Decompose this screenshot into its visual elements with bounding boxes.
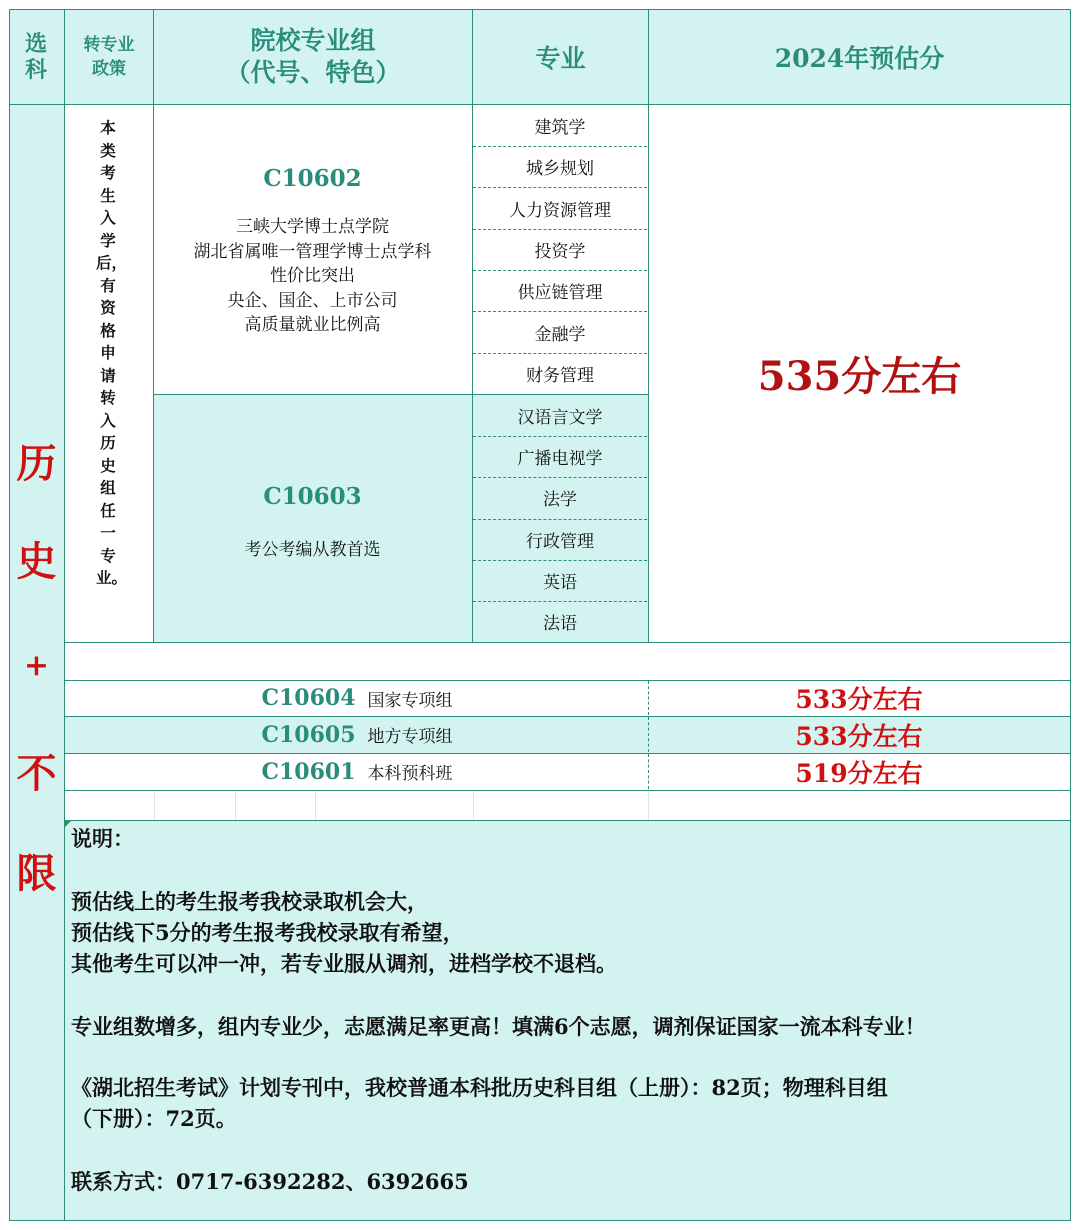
- notes-paragraph-1: [71, 886, 617, 979]
- group-features: [154, 215, 471, 338]
- major-item: 法学: [543, 490, 577, 510]
- feature-line: 央企、国企、上市公司: [227, 290, 398, 311]
- header-policy-text: 转专业政策: [83, 35, 135, 79]
- major-item: 广播电视学: [517, 449, 603, 469]
- subject-char-4: 不: [16, 749, 57, 797]
- special-group-label: [65, 717, 649, 752]
- header-group-line1: 院校专业组: [250, 26, 376, 55]
- major-item: 供应链管理: [517, 283, 603, 303]
- special-row: [64, 680, 1071, 717]
- subject-column: [9, 104, 65, 1221]
- group-c10602-cell: [153, 104, 473, 395]
- notes-line: 预估线上的考生报考我校录取机会大，: [71, 889, 428, 914]
- major-divider: [473, 146, 647, 147]
- group-c10603-cell: [153, 394, 473, 643]
- header-major-text: 专业: [535, 44, 586, 73]
- major-divider: [473, 601, 647, 602]
- feature-line: 性价比突出: [270, 266, 355, 286]
- notes-title: 说明：: [71, 826, 134, 851]
- major-item: 财务管理: [526, 366, 594, 386]
- major-item: 城乡规划: [526, 159, 594, 179]
- special-group-name: 地方专项组: [367, 727, 453, 747]
- group-code: C10603: [263, 483, 362, 510]
- feature-line: 高质量就业比例高: [244, 315, 381, 335]
- notes-paragraph-2: 专业组数增多，组内专业少，志愿满足率更高！填满6个志愿，调剂保证国家一流本科专业！: [71, 1014, 926, 1039]
- special-group-code: C10604: [261, 685, 356, 711]
- major-divider: [473, 353, 647, 354]
- major-item: 行政管理: [526, 532, 594, 552]
- header-score-text: 2024年预估分: [774, 44, 945, 73]
- header-group: [153, 9, 473, 105]
- main-score: 535分左右: [757, 353, 962, 400]
- notes-line: 其他考生可以冲一冲，若专业服从调剂，进档学校不退档。: [71, 951, 617, 976]
- major-divider: [473, 519, 647, 520]
- major-item: 金融学: [534, 325, 586, 345]
- header-policy: [64, 9, 154, 105]
- special-group-code: C10601: [261, 758, 356, 785]
- main-score-cell: [648, 104, 1071, 643]
- special-group-score: 519分左右: [795, 758, 923, 788]
- notes-section: [64, 820, 1071, 1221]
- special-group-score: 533分左右: [795, 721, 923, 751]
- special-row: [64, 753, 1071, 791]
- special-group-name: 国家专项组: [367, 690, 453, 711]
- special-group-score: 533分左右: [795, 685, 923, 714]
- notes-line: （下册）：72页。: [71, 1106, 237, 1131]
- policy-cell: [64, 104, 154, 643]
- special-row: [64, 716, 1071, 754]
- major-item: 人力资源管理: [509, 201, 611, 221]
- header-score: [648, 9, 1071, 105]
- feature-line: 考公考编从教首选: [244, 540, 381, 560]
- special-group-label: [65, 681, 649, 715]
- major-divider: [473, 311, 647, 312]
- major-item: 投资学: [534, 242, 586, 262]
- major-item: 英语: [543, 573, 577, 593]
- empty-grid-row: [64, 790, 1071, 821]
- major-divider: [473, 477, 647, 478]
- major-divider: [473, 270, 647, 271]
- major-divider: [473, 560, 647, 561]
- policy-text: 本类考生入学后，有资格申请转入历史组任一专业。: [96, 118, 128, 587]
- subject-char-2: 史: [16, 537, 57, 585]
- subject-char-3: +: [23, 647, 50, 683]
- major-divider: [473, 187, 647, 188]
- notes-line: 预估线下5分的考生报考我校录取有希望，: [71, 920, 464, 945]
- notes-paragraph-3: [71, 1072, 888, 1134]
- subject-char-5: 限: [16, 849, 57, 897]
- group-code: C10602: [263, 165, 362, 192]
- feature-line: 三峡大学博士点学院: [236, 217, 389, 237]
- header-group-line2: （代号、特色）: [225, 58, 401, 87]
- special-group-name: 本科预科班: [367, 764, 453, 784]
- feature-line: 湖北省属唯一管理学博士点学科: [193, 241, 432, 262]
- notes-contact: 联系方式：0717-6392282、6392665: [71, 1169, 469, 1194]
- notes-line: 《湖北招生考试》计划专刊中，我校普通本科批历史科目组（上册）：82页；物理科目组: [71, 1075, 888, 1100]
- major-item: 汉语言文学: [517, 408, 603, 428]
- special-group-label: [65, 754, 649, 789]
- major-divider: [473, 229, 647, 230]
- header-subject-text: 选科: [24, 31, 49, 83]
- major-item: 建筑学: [534, 118, 586, 138]
- subject-char-1: 历: [16, 439, 57, 487]
- special-group-code: C10605: [261, 721, 356, 748]
- spacer-row: [64, 642, 1071, 681]
- major-divider: [473, 436, 647, 437]
- header-major: [472, 9, 649, 105]
- header-subject: [9, 9, 65, 105]
- major-item: 法语: [543, 614, 577, 634]
